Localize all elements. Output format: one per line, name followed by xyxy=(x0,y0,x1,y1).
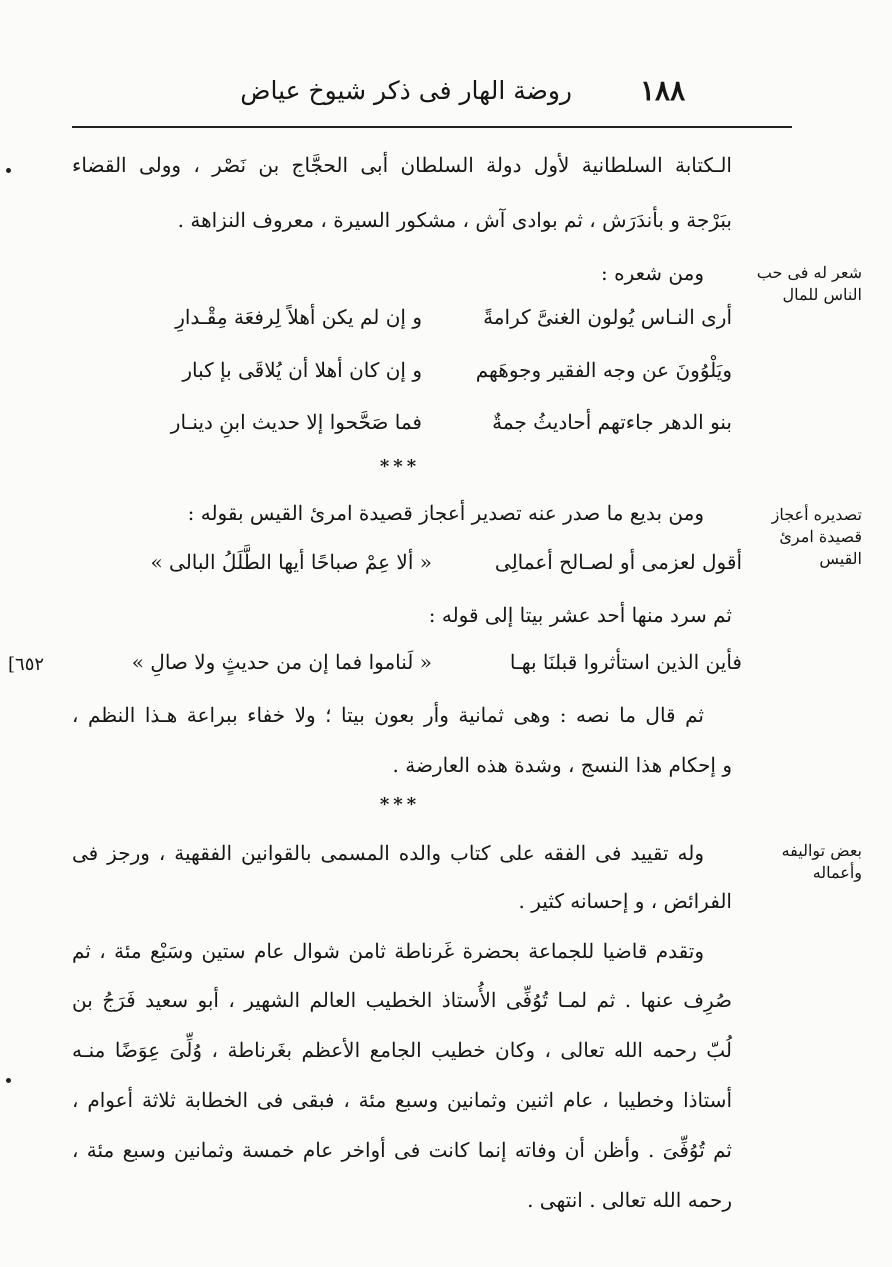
section-separator: *** xyxy=(379,794,421,815)
text-line: رحمه الله تعالى . انتهى . xyxy=(527,1188,732,1212)
marginal-line: تصديره أعجاز xyxy=(771,505,862,524)
verse-line xyxy=(102,650,742,684)
text-line: لُبّ رحمه الله تعالى ، وكان خطيب الجامع الأعظم بغَرناطة ، وُلِّىَ عِوَضًا منـه xyxy=(72,1038,732,1062)
text-line: ومن بديع ما صدر عنه تصدير أعجاز قصيدة امرىٔ القيس بقوله : xyxy=(187,501,704,525)
text-line: و إحكام هذا النسج ، وشدة هذه العارضة . xyxy=(392,753,732,777)
text-line: الفرائض ، و إحسانه كثير . xyxy=(518,889,732,913)
hemistich-left: و إن لم يكن أهلاً لِرفعَة مِقْـدارِ xyxy=(175,305,422,329)
hemistich-right: أرى النـاس يُولون الغنىَّ كرامةً xyxy=(483,305,732,329)
hemistich-left: و إن كان أهلا أن يُلاقَى بإ كبار xyxy=(182,358,422,382)
text-line: ثم سرد منها أحد عشر بيتا إلى قوله : xyxy=(428,603,732,627)
folio-reference: [٦٥٢ xyxy=(8,654,45,675)
hemistich-right: بنو الدهر جاءتهم أحاديثُ جمةٌ xyxy=(492,410,732,434)
page-number: ١٨٨ xyxy=(640,74,686,107)
marginal-note-works xyxy=(742,840,862,884)
hemistich-right: ويَلْوُونَ عن وجه الفقير وجوهَهم xyxy=(475,358,732,382)
marginal-line: بعض تواليفه xyxy=(781,841,862,860)
text-line: وتقدم قاضيا للجماعة بحضرة غَرناطة ثامن شوال عام ستين وسَبْع مئة ، ثم xyxy=(72,939,704,963)
hemistich-left: « لَناموا فما إن من حديثٍ ولا صالِ » xyxy=(131,650,432,674)
text-line: ثم تُوُفِّىَ . وأظن أن وفاته إنما كانت فى أواخر عام خمسة وثمانين وسبع مئة ، xyxy=(72,1138,732,1162)
hemistich-left: « ألا عِمْ صباحًا أيها الطَّلَلُ البالى » xyxy=(150,550,432,574)
verse-line xyxy=(112,305,732,339)
marginal-line: قصيدة امرئ xyxy=(779,527,862,546)
text-line: صُرِف عنها . ثم لمـا تُوُفِّى الأُستاذ الخطيب العالم الشهير ، أبو سعيد فَرَجُ بن xyxy=(72,988,732,1012)
scan-speck xyxy=(6,168,11,173)
hemistich-right: فأين الذين استأثروا قبلنَا بهـا xyxy=(509,650,742,674)
marginal-line: القيس xyxy=(819,549,862,568)
text-line: ببَرْجة و بأندَرَش ، ثم بوادى آش ، مشكور السيرة ، معروف النزاهة . xyxy=(177,208,732,232)
verse-line xyxy=(112,410,732,444)
text-line: وله تقييد فى الفقه على كتاب والده المسمى بالقوانين الفقهية ، ورجز فى xyxy=(72,841,704,865)
marginal-note-poetry xyxy=(742,262,862,306)
section-separator: *** xyxy=(379,456,421,477)
verse-intro: ومن شعره : xyxy=(601,261,704,285)
marginal-note-tasdir xyxy=(742,504,862,570)
verse-line xyxy=(102,550,742,584)
marginal-line: شعر له فى حب xyxy=(756,263,862,282)
verse-line xyxy=(112,358,732,392)
text-line: الـكتابة السلطانية لأول دولة السلطان أبى الحجَّاج بن نَصْر ، وولى القضاء xyxy=(72,153,732,177)
text-line: أستاذا وخطيبا ، عام اثنين وثمانين وسبع مئة ، فبقى فى الخطابة ثلاثة أعوام ، xyxy=(72,1088,732,1112)
hemistich-left: فما صَحَّحوا إلا حديث ابنِ دينـار xyxy=(170,410,422,434)
hemistich-right: أقول لعزمى أو لصـالح أعمالِى xyxy=(494,550,742,574)
running-title: روضة الهار فى ذكر شيوخ عياض xyxy=(240,76,572,105)
marginal-line: الناس للمال xyxy=(782,285,862,304)
header-rule xyxy=(72,126,792,128)
marginal-line: وأعماله xyxy=(812,863,862,882)
text-line: ثم قال ما نصه : وهى ثمانية وأر بعون بيتا ؛ ولا خفاء ببراعة هـذا النظم ، xyxy=(72,703,704,727)
scan-speck xyxy=(6,1078,11,1083)
